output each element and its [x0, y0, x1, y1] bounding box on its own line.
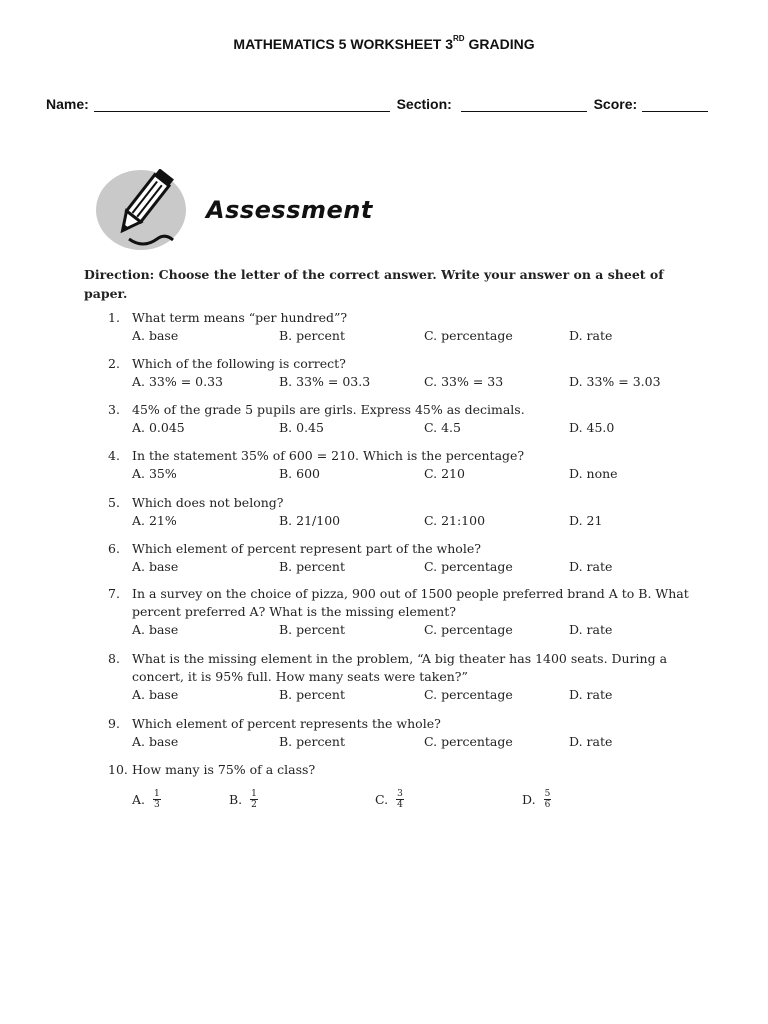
- answer-options: [132, 733, 708, 751]
- question-stem: Which element of percent represents the whole?: [132, 716, 441, 731]
- answer-option: D. rate: [569, 328, 613, 343]
- question-item: [108, 540, 708, 576]
- answer-option: A. base: [132, 559, 179, 574]
- answer-option: A. 21%: [132, 513, 177, 528]
- answer-options: [132, 465, 708, 483]
- answer-option: B. $\frac{1}{2}$: [229, 789, 257, 810]
- worksheet-title: MATHEMATICS 5 WORKSHEET 3RD GRADING: [233, 34, 535, 52]
- answer-option: C. percentage: [424, 622, 513, 637]
- answer-option: C. percentage: [424, 687, 513, 702]
- pencil-icon: [95, 169, 187, 251]
- answer-options: [132, 327, 708, 345]
- question-item: [108, 585, 708, 639]
- answer-options: [132, 621, 708, 639]
- answer-option: D. rate: [569, 734, 613, 749]
- answer-option: B. 0.45: [279, 420, 324, 435]
- answer-option: A. base: [132, 687, 179, 702]
- section-label: Section:: [396, 96, 452, 112]
- question-stem: Which of the following is correct?: [132, 356, 346, 371]
- question-item: [108, 650, 708, 704]
- answer-option: A. base: [132, 622, 179, 637]
- question-stem: How many is 75% of a class?: [132, 762, 316, 777]
- answer-options: [132, 558, 708, 576]
- answer-option: C. 33% = 33: [424, 374, 504, 389]
- question-number: 5.: [108, 495, 120, 510]
- answer-option: D. rate: [569, 687, 613, 702]
- question-number: 9.: [108, 716, 120, 731]
- name-label: Name:: [46, 96, 89, 112]
- question-number: 7.: [108, 586, 120, 601]
- answer-option: A. 35%: [132, 466, 177, 481]
- answer-option: B. percent: [279, 687, 345, 702]
- question-item: [108, 715, 708, 751]
- student-info-fields: [46, 96, 746, 112]
- question-item: [108, 494, 708, 530]
- answer-option: C. 210: [424, 466, 465, 481]
- answer-options: [132, 512, 708, 530]
- answer-options: [132, 373, 708, 391]
- answer-option: D. none: [569, 466, 618, 481]
- answer-option: D. $\frac{5}{6}$: [522, 789, 551, 810]
- direction-text: Direction: Choose the letter of the correct answer. Write your answer on a sheet of paper.: [84, 267, 664, 301]
- answer-option: B. 33% = 03.3: [279, 374, 371, 389]
- answer-option: C. 4.5: [424, 420, 461, 435]
- fraction: $\frac{1}{3}$: [154, 789, 160, 810]
- answer-option: C. percentage: [424, 734, 513, 749]
- answer-option: A. 33% = 0.33: [132, 374, 224, 389]
- question-number: 10.: [108, 762, 128, 777]
- answer-option: A. base: [132, 734, 179, 749]
- score-blank: [642, 97, 708, 112]
- question-stem: Which element of percent represent part of the whole?: [132, 541, 481, 556]
- question-stem: What term means “per hundred”?: [132, 310, 348, 325]
- answer-option: C. $\frac{3}{4}$: [375, 789, 403, 810]
- answer-option: A. base: [132, 328, 179, 343]
- answer-option: D. 21: [569, 513, 603, 528]
- answer-option: B. 21/100: [279, 513, 341, 528]
- answer-option: C. 21:100: [424, 513, 486, 528]
- answer-option: B. percent: [279, 559, 345, 574]
- question-number: 2.: [108, 356, 120, 371]
- question-number: 1.: [108, 310, 120, 325]
- answer-options: [132, 789, 708, 815]
- question-stem: 45% of the grade 5 pupils are girls. Express 45% as decimals.: [132, 402, 525, 417]
- answer-option: D. 33% = 3.03: [569, 374, 661, 389]
- answer-option: B. percent: [279, 328, 345, 343]
- fraction: $\frac{5}{6}$: [544, 789, 551, 810]
- score-label: Score:: [593, 96, 638, 112]
- fraction: $\frac{3}{4}$: [397, 789, 403, 810]
- question-number: 6.: [108, 541, 120, 556]
- fraction: $\frac{1}{2}$: [251, 789, 257, 810]
- name-blank: [94, 97, 390, 112]
- question-number: 3.: [108, 402, 120, 417]
- answer-option: B. percent: [279, 734, 345, 749]
- question-stem: In a survey on the choice of pizza, 900 out of 1500 people preferred brand A to B. What percent preferred A? What is the missing element?: [132, 586, 689, 619]
- question-item: [108, 309, 708, 345]
- answer-options: [132, 686, 708, 704]
- section-blank: [461, 97, 587, 112]
- question-stem: Which does not belong?: [132, 495, 284, 510]
- question-item: [108, 761, 708, 815]
- assessment-heading: Assessment: [206, 196, 373, 224]
- answer-option: B. 600: [279, 466, 320, 481]
- answer-options: [132, 419, 708, 437]
- answer-option: D. rate: [569, 559, 613, 574]
- question-item: [108, 447, 708, 483]
- answer-option: A. 0.045: [132, 420, 185, 435]
- question-stem: What is the missing element in the problem, “A big theater has 1400 seats. During a concert, it is 95% full. How many seats were taken?”: [132, 651, 668, 684]
- question-number: 8.: [108, 651, 120, 666]
- question-number: 4.: [108, 448, 120, 463]
- answer-option: C. percentage: [424, 559, 513, 574]
- question-item: [108, 401, 708, 437]
- question-stem: In the statement 35% of 600 = 210. Which is the percentage?: [132, 448, 525, 463]
- question-item: [108, 355, 708, 391]
- answer-option: B. percent: [279, 622, 345, 637]
- answer-option: C. percentage: [424, 328, 513, 343]
- answer-option: D. rate: [569, 622, 613, 637]
- answer-option: D. 45.0: [569, 420, 615, 435]
- answer-option: A. $\frac{1}{3}$: [132, 789, 160, 810]
